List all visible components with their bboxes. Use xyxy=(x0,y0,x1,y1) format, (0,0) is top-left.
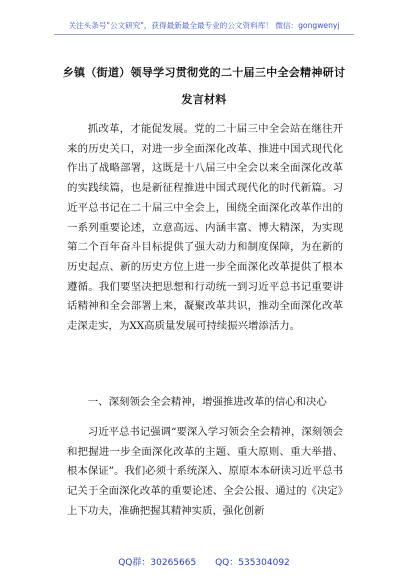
footer-qq-group: QQ群：30265665 xyxy=(118,558,197,568)
header-divider xyxy=(54,34,354,35)
document-title-line-1: 乡镇（街道）领导学习贯彻党的二十届三中全会精神研讨 xyxy=(62,66,346,79)
section-heading-1: 一、深刻领会全会精神，增强推进改革的信心和决心 xyxy=(87,396,327,408)
header-promo-note: 关注头条号"公文研究"，获得最新最全最专业的公文资料库！ 微信：gongwenyj xyxy=(68,21,340,30)
footer-qq-number: QQ：535304092 xyxy=(215,558,290,568)
body-paragraph-1: 抓改革，才能促发展。党的二十届三中全会站在继往开来的历史关口，对进一步全面深化改革、推进中国式现代化作出了战略部署，这既是十八届三中全会以来全面深化改革的实践续篇，也是新征程推进中国式现代化的时代新篇。习近平总书记在二十届三中全会上，围绕全面深化改革作出的一系列重要论述，立意高远、内涵丰富、博大精深，为实现第二个百年奋斗目标提供了强大动力和制度保障，为在新的历史起点、新的历史方位上进一步全面深化改革提供了根本遵循。我们要坚决把思想和行动统一到习近平总书记重要讲话精神和全会部署上来，凝聚改革共识，推动全面深化改革走深走实，为XX高质量发展可持续振兴增添活力。 xyxy=(67,123,343,333)
footer-contact xyxy=(0,555,408,568)
body-paragraph-2: 习近平总书记强调“要深入学习领会全会精神，深刻领会和把握进一步全面深化改革的主题、重大原则、重大举措、根本保证”。我们必须十系统深入、原原本本研读习近平总书记关于全面深化改革的重要论述、全会公报、通过的《决定》上下功夫，准确把握其精神实质，强化创新 xyxy=(67,426,343,517)
document-title-line-2: 发言材料 xyxy=(181,93,227,106)
